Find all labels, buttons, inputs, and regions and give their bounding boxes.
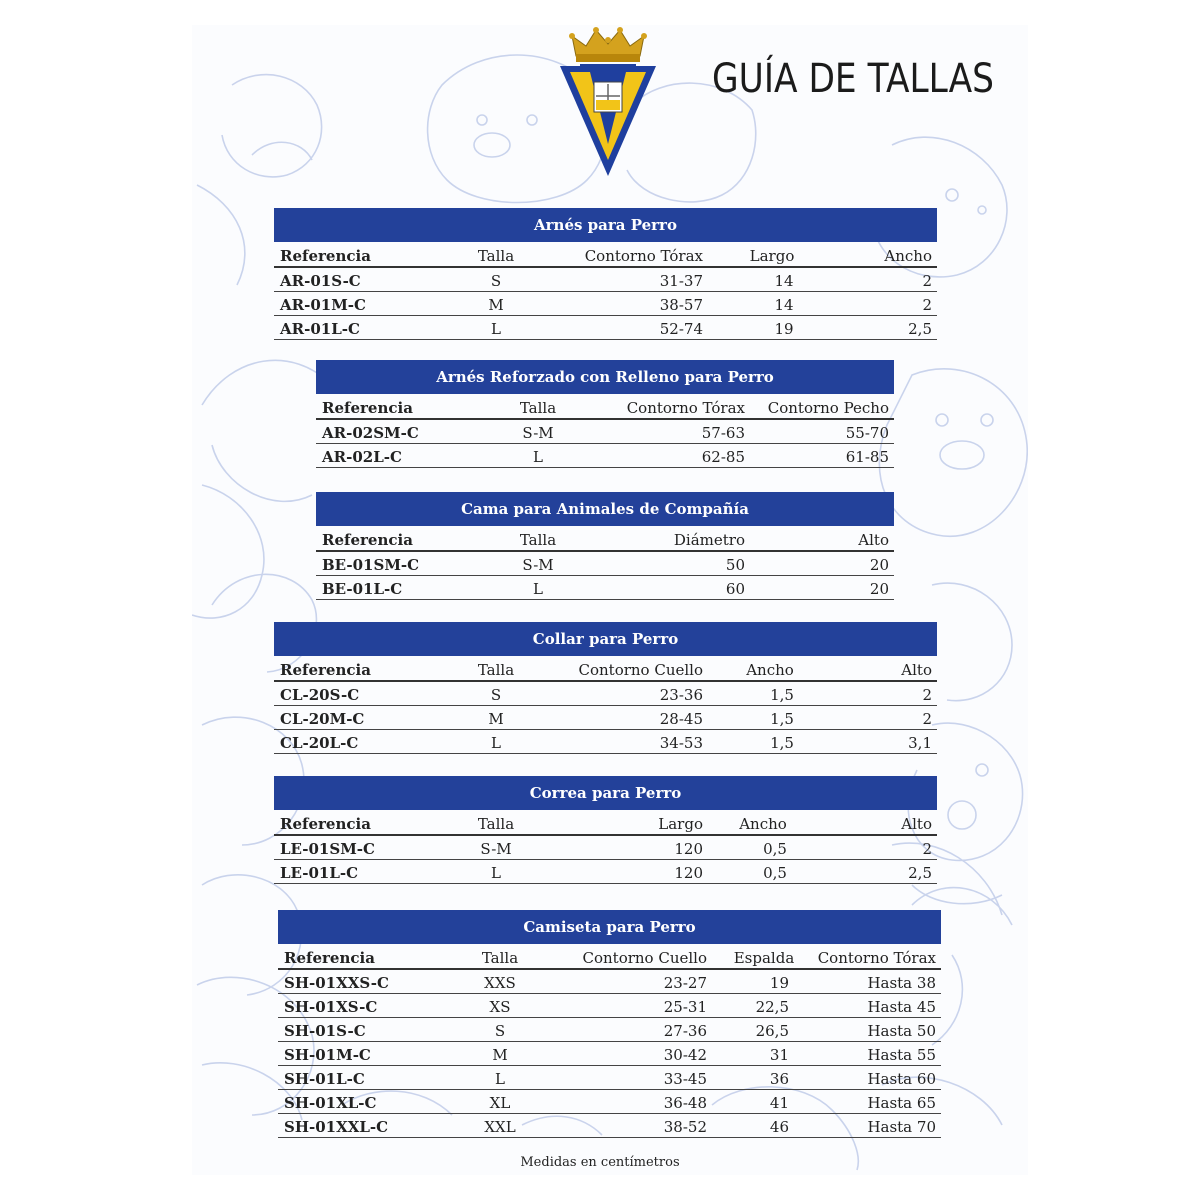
cell-value: 26,5 bbox=[755, 1022, 789, 1040]
table-row bbox=[278, 1066, 941, 1090]
cell-referencia: SH-01M-C bbox=[284, 1046, 371, 1064]
column-header: Alto bbox=[901, 661, 932, 679]
cell-referencia: LE-01SM-C bbox=[280, 840, 375, 858]
table-arnes-reforzado bbox=[316, 360, 894, 468]
cell-value: Hasta 70 bbox=[867, 1118, 936, 1136]
column-header: Largo bbox=[749, 247, 795, 265]
cell-value: 2 bbox=[922, 686, 932, 704]
cell-referencia: SH-01XXL-C bbox=[284, 1118, 389, 1136]
column-header: Referencia bbox=[322, 399, 413, 417]
cell-talla: XS bbox=[489, 998, 511, 1016]
table-row bbox=[274, 682, 937, 706]
table-row bbox=[274, 268, 937, 292]
cell-value: 3,1 bbox=[908, 734, 932, 752]
table-correa-perro bbox=[274, 776, 937, 884]
cell-referencia: SH-01XXS-C bbox=[284, 974, 389, 992]
page-title: GUÍA DE TALLAS bbox=[712, 56, 994, 102]
column-header: Espalda bbox=[733, 949, 795, 967]
cell-value: 20 bbox=[869, 556, 889, 574]
table-header-row bbox=[316, 394, 894, 420]
cell-value: 120 bbox=[674, 864, 703, 882]
table-row bbox=[278, 970, 941, 994]
cell-value: 36 bbox=[769, 1070, 789, 1088]
table-title: Camiseta para Perro bbox=[278, 910, 941, 944]
column-header: Referencia bbox=[284, 949, 375, 967]
table-title: Arnés para Perro bbox=[274, 208, 937, 242]
table-title: Cama para Animales de Compañía bbox=[316, 492, 894, 526]
cell-referencia: SH-01XL-C bbox=[284, 1094, 377, 1112]
cell-value: 2 bbox=[922, 296, 932, 314]
cell-value: 120 bbox=[674, 840, 703, 858]
cell-value: 33-45 bbox=[663, 1070, 707, 1088]
cell-value: 61-85 bbox=[845, 448, 889, 466]
cell-value: 2 bbox=[922, 272, 932, 290]
column-header: Referencia bbox=[280, 247, 371, 265]
column-header: Alto bbox=[858, 531, 889, 549]
cell-value: 60 bbox=[725, 580, 745, 598]
cell-talla: XXS bbox=[484, 974, 516, 992]
cell-value: 52-74 bbox=[659, 320, 703, 338]
cell-value: 50 bbox=[725, 556, 745, 574]
cell-talla: L bbox=[533, 448, 543, 466]
column-header: Ancho bbox=[884, 247, 932, 265]
cell-value: 1,5 bbox=[770, 710, 794, 728]
cell-value: 55-70 bbox=[845, 424, 889, 442]
table-header-row bbox=[274, 242, 937, 268]
column-header: Referencia bbox=[280, 661, 371, 679]
cell-value: 25-31 bbox=[663, 998, 707, 1016]
cell-talla: L bbox=[491, 320, 501, 338]
table-cama-animales bbox=[316, 492, 894, 600]
cell-value: Hasta 38 bbox=[867, 974, 936, 992]
table-row bbox=[278, 1090, 941, 1114]
cell-talla: L bbox=[491, 734, 501, 752]
column-header: Contorno Cuello bbox=[578, 661, 703, 679]
cell-value: 2,5 bbox=[908, 320, 932, 338]
table-collar-perro bbox=[274, 622, 937, 754]
table-title: Correa para Perro bbox=[274, 776, 937, 810]
table-row bbox=[278, 1018, 941, 1042]
table-row bbox=[316, 552, 894, 576]
footnote: Medidas en centímetros bbox=[520, 1155, 680, 1170]
table-row bbox=[278, 1042, 941, 1066]
cell-value: 31 bbox=[769, 1046, 789, 1064]
cell-talla: M bbox=[492, 1046, 508, 1064]
table-arnes-perro bbox=[274, 208, 937, 340]
cell-referencia: CL-20M-C bbox=[280, 710, 365, 728]
cell-value: 41 bbox=[769, 1094, 789, 1112]
table-row bbox=[316, 576, 894, 600]
cell-talla: M bbox=[488, 710, 504, 728]
cell-talla: S bbox=[494, 1022, 506, 1040]
table-title: Arnés Reforzado con Relleno para Perro bbox=[316, 360, 894, 394]
cell-value: 31-37 bbox=[659, 272, 703, 290]
cell-value: 62-85 bbox=[701, 448, 745, 466]
cell-value: 14 bbox=[774, 272, 794, 290]
cell-referencia: AR-02SM-C bbox=[322, 424, 419, 442]
cell-value: 0,5 bbox=[763, 864, 787, 882]
cell-value: 36-48 bbox=[663, 1094, 707, 1112]
cell-value: 1,5 bbox=[770, 734, 794, 752]
column-header: Contorno Tórax bbox=[584, 247, 703, 265]
cell-value: 2 bbox=[922, 840, 932, 858]
table-row bbox=[274, 730, 937, 754]
table-camiseta-perro bbox=[278, 910, 941, 1138]
cell-value: Hasta 55 bbox=[867, 1046, 936, 1064]
column-header: Ancho bbox=[739, 815, 787, 833]
cell-value: 46 bbox=[769, 1118, 789, 1136]
column-header: Talla bbox=[519, 399, 557, 417]
cell-talla: S-M bbox=[480, 840, 512, 858]
cell-talla: L bbox=[491, 864, 501, 882]
table-row bbox=[316, 420, 894, 444]
cell-value: Hasta 65 bbox=[867, 1094, 936, 1112]
column-header: Ancho bbox=[746, 661, 794, 679]
cell-value: 22,5 bbox=[755, 998, 789, 1016]
table-row bbox=[274, 706, 937, 730]
cell-value: 30-42 bbox=[663, 1046, 707, 1064]
table-row bbox=[278, 1114, 941, 1138]
table-row bbox=[274, 316, 937, 340]
cell-value: Hasta 50 bbox=[867, 1022, 936, 1040]
column-header: Talla bbox=[481, 949, 519, 967]
column-header: Contorno Pecho bbox=[767, 399, 889, 417]
table-header-row bbox=[274, 810, 937, 836]
cell-talla: XL bbox=[489, 1094, 511, 1112]
cell-value: 23-36 bbox=[659, 686, 703, 704]
cell-referencia: SH-01XS-C bbox=[284, 998, 378, 1016]
column-header: Contorno Tórax bbox=[626, 399, 745, 417]
cell-referencia: AR-01L-C bbox=[280, 320, 360, 338]
table-row bbox=[274, 860, 937, 884]
cell-referencia: BE-01L-C bbox=[322, 580, 403, 598]
cell-value: 23-27 bbox=[663, 974, 707, 992]
column-header: Diámetro bbox=[673, 531, 745, 549]
table-header-row bbox=[274, 656, 937, 682]
cell-talla: S bbox=[490, 272, 502, 290]
cell-value: 38-57 bbox=[659, 296, 703, 314]
cell-referencia: AR-01S-C bbox=[280, 272, 361, 290]
column-header: Largo bbox=[658, 815, 703, 833]
cell-referencia: CL-20S-C bbox=[280, 686, 360, 704]
column-header: Alto bbox=[901, 815, 932, 833]
table-header-row bbox=[316, 526, 894, 552]
cell-value: 27-36 bbox=[663, 1022, 707, 1040]
column-header: Referencia bbox=[322, 531, 413, 549]
cell-value: Hasta 60 bbox=[867, 1070, 936, 1088]
column-header: Talla bbox=[477, 815, 515, 833]
cell-referencia: SH-01S-C bbox=[284, 1022, 366, 1040]
table-title: Collar para Perro bbox=[274, 622, 937, 656]
table-row bbox=[316, 444, 894, 468]
column-header: Contorno Cuello bbox=[582, 949, 707, 967]
cell-referencia: SH-01L-C bbox=[284, 1070, 365, 1088]
club-crest-logo bbox=[556, 26, 660, 178]
cell-talla: L bbox=[495, 1070, 505, 1088]
cell-value: 34-53 bbox=[659, 734, 703, 752]
cell-value: 14 bbox=[774, 296, 794, 314]
cell-value: 38-52 bbox=[663, 1118, 707, 1136]
column-header: Talla bbox=[519, 531, 557, 549]
cell-referencia: BE-01SM-C bbox=[322, 556, 420, 574]
cell-value: 2 bbox=[922, 710, 932, 728]
table-row bbox=[274, 836, 937, 860]
column-header: Referencia bbox=[280, 815, 371, 833]
cell-talla: M bbox=[488, 296, 504, 314]
cell-referencia: AR-01M-C bbox=[280, 296, 366, 314]
cell-value: 20 bbox=[869, 580, 889, 598]
cell-referencia: LE-01L-C bbox=[280, 864, 359, 882]
cell-value: 28-45 bbox=[659, 710, 703, 728]
cell-talla: S bbox=[490, 686, 502, 704]
column-header: Contorno Tórax bbox=[817, 949, 936, 967]
table-row bbox=[274, 292, 937, 316]
cell-talla: XXL bbox=[484, 1118, 516, 1136]
column-header: Talla bbox=[477, 661, 515, 679]
cell-referencia: CL-20L-C bbox=[280, 734, 359, 752]
cell-value: 0,5 bbox=[763, 840, 787, 858]
cell-value: 57-63 bbox=[701, 424, 745, 442]
table-row bbox=[278, 994, 941, 1018]
cell-talla: L bbox=[533, 580, 543, 598]
cell-value: Hasta 45 bbox=[867, 998, 936, 1016]
cell-value: 1,5 bbox=[770, 686, 794, 704]
cell-value: 2,5 bbox=[908, 864, 932, 882]
cell-value: 19 bbox=[774, 320, 794, 338]
cell-talla: S-M bbox=[522, 424, 554, 442]
cell-value: 19 bbox=[769, 974, 789, 992]
cell-talla: S-M bbox=[522, 556, 554, 574]
table-header-row bbox=[278, 944, 941, 970]
cell-referencia: AR-02L-C bbox=[322, 448, 402, 466]
column-header: Talla bbox=[477, 247, 515, 265]
